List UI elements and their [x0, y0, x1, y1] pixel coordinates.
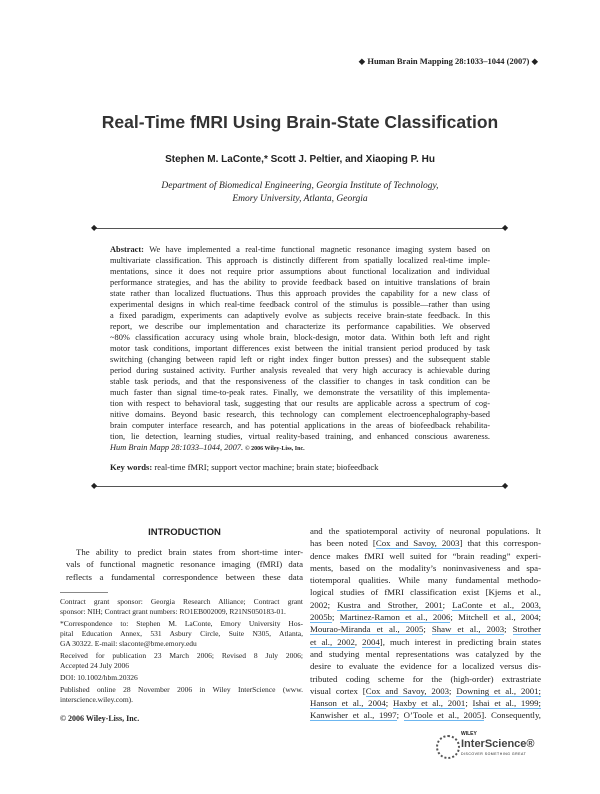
body-text: and the spatiotemporal activity of neuronal populations. It: [310, 526, 541, 536]
citation-link[interactable]: Haxby et al., 2001: [392, 698, 466, 709]
divider: [95, 486, 505, 487]
body-line: [310, 537, 541, 549]
divider: [95, 228, 505, 229]
footnote-line-text: Contract grant sponsor: Georgia Research Alliance; Contract grant: [60, 597, 303, 606]
citation-link[interactable]: 2005b: [310, 612, 332, 623]
abstract-line-text: stable task periods, and that the responsiveness of the classifier to changes in task condition can be: [110, 377, 490, 386]
abstract-line-text: motor task conditions, important differences exist between the initial transient period produced by task: [110, 344, 490, 353]
body-line: [66, 558, 303, 570]
body-line-text: vals of functional magnetic resonance imaging (fMRI) data: [66, 559, 303, 570]
logo-brand: WILEY: [461, 731, 477, 737]
abstract-line: [110, 277, 490, 288]
section-heading: INTRODUCTION: [148, 527, 221, 538]
running-head-text: Human Brain Mapping 28:1033–1044 (2007): [367, 56, 530, 66]
diamond-icon: ◆: [91, 223, 98, 232]
body-line: [310, 697, 541, 709]
body-text: ; Mitchell et al., 2004;: [450, 612, 541, 623]
abstract-line-text: performance strategies, and has the ability to provide feedback based on intuitive translations of brain: [110, 278, 490, 287]
abstract-line-text: experimental designs in which real-time feedback control of the stimulus is possible—rather than using: [110, 300, 490, 309]
footnote-line: [60, 685, 303, 695]
body-text: and studying mental representations was catalyzed by the: [310, 648, 541, 659]
abstract-line: [110, 255, 490, 266]
footnote-line: [60, 695, 303, 705]
citation-link[interactable]: Shaw et al., 2003: [431, 624, 505, 635]
body-text: ;: [423, 624, 432, 635]
abstract-citation: [110, 442, 490, 455]
body-line: [310, 599, 541, 611]
body-line: [310, 709, 541, 721]
citation-link[interactable]: Cox and Savoy, 2003: [365, 685, 450, 696]
body-text: ;: [504, 624, 513, 635]
citation-link[interactable]: Hanson et al., 2004: [310, 698, 386, 709]
keywords-label: Key words:: [110, 462, 153, 472]
globe-icon: [436, 735, 460, 759]
body-text: 2002;: [310, 599, 338, 610]
abstract-line: [110, 420, 490, 431]
footnote-line: [60, 629, 303, 639]
abstract-line-text: tion with respect to behavioral task, suggesting that our results are applicable across a spectrum of cog-: [110, 399, 490, 408]
footnote-line-text: GA 30322. E-mail: slaconte@bme.emory.edu: [60, 639, 197, 648]
body-line: [310, 574, 541, 586]
body-line: [310, 636, 541, 648]
body-line: [310, 660, 541, 672]
abstract-line: [110, 376, 490, 387]
abstract-line: [110, 266, 490, 277]
affiliation: [0, 180, 600, 206]
footnote-line: [60, 607, 303, 617]
abstract-line-text: tion, lie detection, learning studies, virtual reality-based training, and enhanced conscious awareness.: [110, 432, 490, 441]
body-line: [310, 611, 541, 623]
keywords-text: real-time fMRI; support vector machine; brain state; biofeedback: [154, 462, 379, 472]
abstract-label: Abstract:: [110, 245, 144, 254]
citation-link[interactable]: Downing et al., 2001;: [456, 685, 541, 696]
body-line: [310, 525, 541, 537]
abstract-line: [110, 431, 490, 442]
abstract-line: [110, 288, 490, 299]
body-text: ments, based on the modality’s noninvasiveness and spa-: [310, 562, 541, 573]
body-line: [66, 571, 303, 583]
keywords: [110, 462, 378, 472]
abstract-line-text: much faster than signal time-to-peak rates. Finally, we demonstrate the versatility of this implementa-: [110, 388, 490, 397]
body-line: [310, 685, 541, 697]
abstract-line-text: a fixed paradigm, experiments can adaptively evolve as subjects receive brain-state feedback. In this: [110, 311, 490, 320]
copyright: © 2006 Wiley-Liss, Inc.: [60, 714, 140, 723]
abstract-line-text: brain computer interface research, and has potential applications in the areas of biofeedback rehabilita-: [110, 421, 490, 430]
intro-left-column: [66, 546, 303, 583]
body-text: ;: [449, 685, 457, 696]
citation-link[interactable]: LaConte et al., 2003,: [452, 599, 541, 610]
footnote-line: [60, 619, 303, 629]
paper-title: Real-Time fMRI Using Brain-State Classification: [101, 112, 499, 132]
footnotes: [60, 597, 303, 705]
footnote-line: [60, 651, 303, 661]
footnote-line-text: Received for publication 23 March 2006; Revised 8 July 2006;: [60, 651, 303, 660]
footnote-line-text: pital Education Annex, 531 Asbury Circle, Suite N305, Atlanta,: [60, 629, 303, 638]
body-line: [310, 586, 541, 598]
citation-link[interactable]: Strother: [512, 624, 541, 635]
footnote-line-text: Accepted 24 July 2006: [60, 661, 129, 670]
abstract-line-text: mentations, since it does not require prior assumptions about functional localization and individual: [110, 267, 490, 276]
body-text: ;: [332, 612, 340, 623]
abstract-line: [110, 244, 490, 255]
abstract-line: [110, 332, 490, 343]
body-text: visual cortex [: [310, 685, 366, 696]
abstract-line: [110, 365, 490, 376]
footnote-line: [60, 597, 303, 607]
citation-link[interactable]: O’Toole et al., 2005]: [403, 710, 485, 721]
body-line-text: The ability to predict brain states from short-time inter-: [76, 547, 303, 557]
abstract-line: [110, 343, 490, 354]
citation-link[interactable]: Martinez-Ramon et al., 2006: [339, 612, 451, 623]
footnote-line: [60, 673, 303, 683]
footnote-line-text: *Correspondence to: Stephen M. LaConte, Emory University Hos-: [60, 619, 303, 628]
abstract-line: [110, 321, 490, 332]
logo-name: InterScience®: [461, 738, 535, 750]
abstract-line-text: nitive domains. Beyond basic research, this technology can complement electroencephalography-based: [110, 410, 490, 419]
abstract-line-text: period during sustained activity. Further analysis revealed that very high accuracy is achievable during: [110, 366, 490, 375]
citation-link[interactable]: Cox and Savoy, 2003: [375, 538, 460, 549]
running-head: ◆ Human Brain Mapping 28:1033–1044 (2007) ◆: [358, 56, 538, 66]
body-text: tiotemporal qualities. While many fundamental methodo-: [310, 575, 541, 586]
body-text: ;: [396, 710, 404, 721]
affiliation-line: Emory University, Atlanta, Georgia: [232, 194, 368, 204]
citation-link[interactable]: et al., 2002: [310, 636, 355, 647]
citation-link[interactable]: Mourao-Miranda et al., 2005: [310, 624, 424, 635]
wiley-interscience-logo: [436, 732, 544, 762]
citation-link[interactable]: Kanwisher et al., 1997: [310, 710, 397, 721]
body-line: [310, 673, 541, 685]
body-text: . Consequently,: [484, 710, 541, 721]
abstract-line: [110, 354, 490, 365]
footnote-line: [60, 639, 303, 649]
abstract-line: [110, 409, 490, 420]
body-text: ;: [465, 698, 473, 709]
body-line-text: reflects a fundamental correspondence between these data: [66, 571, 303, 582]
abstract-line: [110, 398, 490, 409]
body-text: desire to evaluate the evidence for a localized versus dis-: [310, 661, 541, 672]
footnote-line: [60, 661, 303, 671]
footnote-rule: [60, 592, 108, 593]
intro-right-column: [310, 525, 541, 722]
body-text: ;: [442, 599, 453, 610]
authors: Stephen M. LaConte,* Scott J. Peltier, and Xiaoping P. Hu: [165, 154, 435, 165]
body-line: [310, 648, 541, 660]
body-text: has been noted [: [310, 538, 376, 549]
abstract-line: [110, 310, 490, 321]
logo-tagline: DISCOVER SOMETHING GREAT: [461, 752, 527, 756]
citation-link[interactable]: 2004: [362, 636, 380, 647]
diamond-icon: ◆: [502, 223, 509, 232]
body-line: [310, 562, 541, 574]
body-line: [310, 550, 541, 562]
footnote-line-text: DOI: 10.1002/hbm.20326: [60, 673, 138, 682]
body-text: logical studies of fMRI classification exist [Kjems et al.,: [310, 587, 541, 598]
body-text: ,: [354, 636, 363, 647]
body-text: tributed coding scheme for the (high-order) extrastriate: [310, 673, 541, 684]
citation: Hum Brain Mapp 28:1033–1044, 2007.: [110, 443, 244, 452]
footnote-line-text: interscience.wiley.com).: [60, 695, 134, 704]
footnote-line-text: sponsor: NIH; Contract grant numbers: RO1EB002009, R21NS050183-01.: [60, 607, 286, 616]
citation-link[interactable]: Kustra and Strother, 2001: [337, 599, 443, 610]
body-text: ] that this correspon-: [459, 538, 541, 549]
diamond-icon: ◆: [502, 481, 509, 490]
abstract-line-text: We have implemented a real-time functional magnetic resonance imaging system based on: [149, 245, 490, 254]
abstract-copyright: © 2006 Wiley-Liss, Inc.: [245, 446, 305, 452]
abstract-line-text: multivariate classification. This approach is distinctly different from spatially localized real-time imple-: [110, 256, 490, 265]
body-text: ], much interest in predicting brain states: [379, 636, 541, 647]
body-line: [310, 623, 541, 635]
abstract: [110, 244, 490, 455]
footnote-line-text: Published online 28 November 2006 in Wiley InterScience (www.: [60, 685, 303, 694]
diamond-icon: ◆: [91, 481, 98, 490]
citation-link[interactable]: Ishai et al., 1999;: [472, 698, 541, 709]
abstract-line-text: report, we describe our implementation and characterize its performance capabilities. We observed: [110, 322, 490, 331]
body-line: [66, 546, 303, 558]
affiliation-line: Department of Biomedical Engineering, Georgia Institute of Technology,: [161, 181, 439, 191]
abstract-line-text: ~80% classification accuracy using whole brain, block-design, motor data. Within both left and right: [110, 333, 490, 342]
abstract-line-text: state rather than localized fluctuations. Thus this approach provides the capability for a new class of: [110, 289, 490, 298]
abstract-line: [110, 387, 490, 398]
body-text: dence makes fMRI well suited for “brain reading” experi-: [310, 550, 541, 561]
body-text: ;: [385, 698, 393, 709]
abstract-line: [110, 299, 490, 310]
abstract-line-text: switching (changing between rapid left or right index finger button presses) and the subsequent stable: [110, 355, 490, 364]
